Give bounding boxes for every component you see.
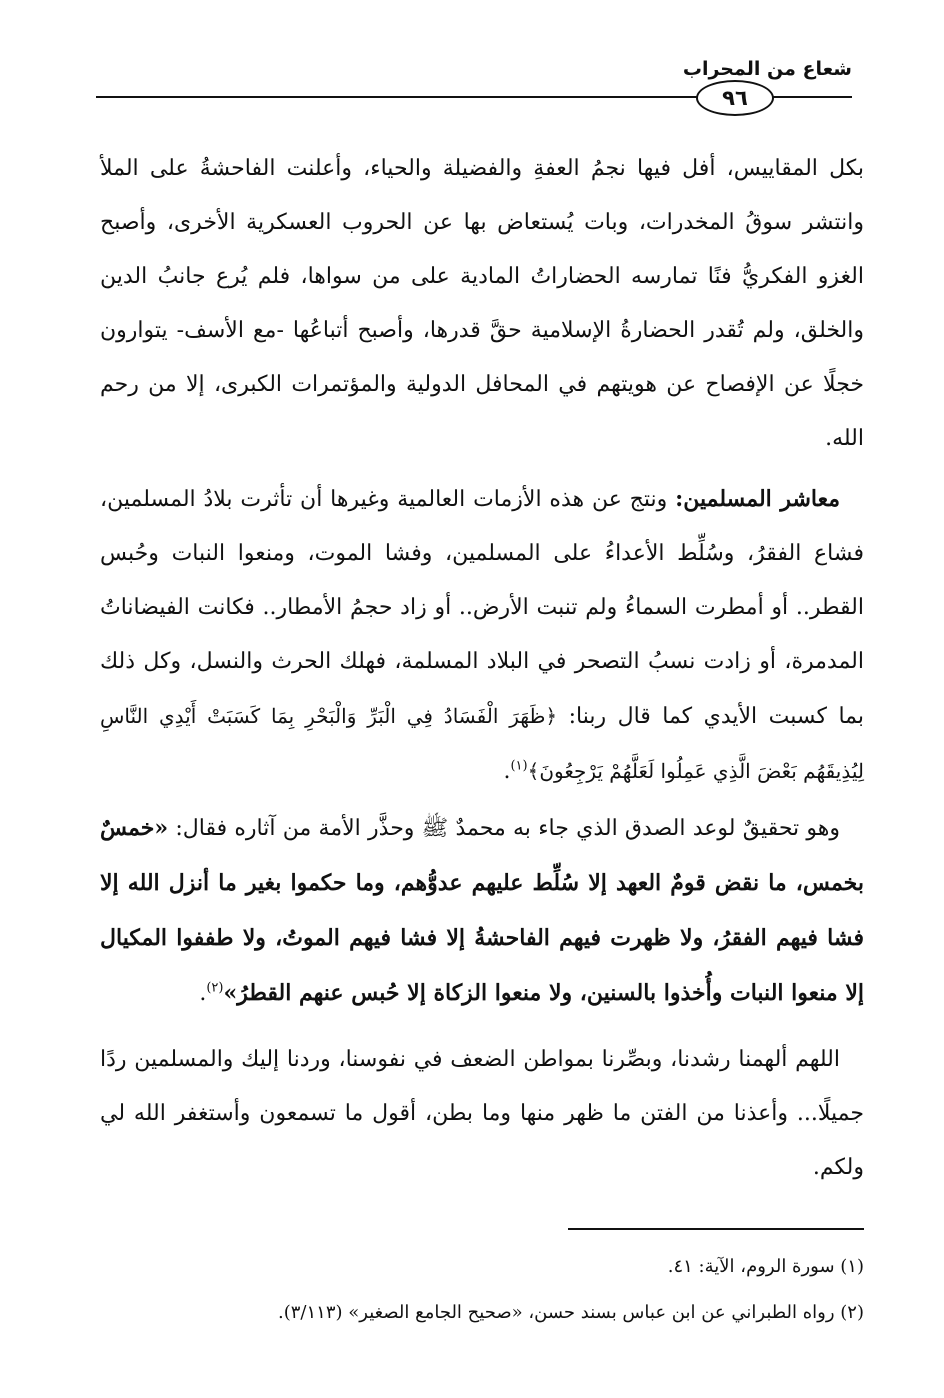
footnote-ref-1: (١): [510, 758, 528, 774]
paragraph-3-end: .: [199, 981, 207, 1006]
footnote-2: (٢) رواه الطبراني عن ابن عباس بسند حسن، «صحيح الجامع الصغير» (٣/١١٣).: [278, 1302, 864, 1323]
hadith-quote: «خمسٌ بخمس، ما نقض قومٌ العهد إلا سُلِّط عليهم عدوُّهم، وما حكموا بغير ما أنزل الله إلا فشا فيهم الفقرُ، ولا ظهرت فيهم الفاحشةُ إلا فشا فيهم الموتُ، ولا طففوا المكيال إلا منعوا النبات وأُخذوا بالسنين، ولا منعوا الزكاة إلا حُبس عنهم القطرُ»: [100, 815, 864, 1006]
page-header: [96, 52, 852, 122]
paragraph-2-text: ونتج عن هذه الأزمات العالمية وغيرها أن تأثرت بلادُ المسلمين، فشاع الفقرُ، وسُلِّط الأعداءُ على المسلمين، وفشا الموت، ومنعوا النبات وحُبس القطر.. أو أمطرت السماءُ ولم تنبت الأرض.. أو زاد حجمُ الأمطار.. فكانت الفيضاناتُ المدمرة، أو زادت نسبُ التصحر في البلاد المسلمة، فهلك الحرث والنسل، وكل ذلك بما كسبت الأيدي كما قال ربنا:: [100, 487, 864, 729]
body-text: [100, 142, 864, 1195]
footnote-1: (١) سورة الروم، الآية: ٤١.: [667, 1256, 864, 1277]
footnotes: [100, 1244, 864, 1336]
paragraph-2-end: .: [503, 759, 511, 784]
paragraph-2-lead: معاشر المسلمين:: [675, 486, 840, 512]
page-number-oval: ٩٦: [696, 80, 774, 116]
running-title: شعاع من المحراب: [682, 58, 852, 80]
paragraph-4: اللهم ألهمنا رشدنا، وبصِّرنا بمواطن الضعف في نفوسنا، وردنا إليك والمسلمين ردًا جميلًا... وأعذنا من الفتن ما ظهر منها وما بطن، أقول ما تسمعون وأستغفر الله لي ولكم.: [100, 1047, 864, 1180]
quran-verse: ﴿ظَهَرَ الْفَسَادُ فِي الْبَرِّ وَالْبَحْرِ بِمَا كَسَبَتْ أَيْدِي النَّاسِ لِيُذِيقَهُم بَعْضَ الَّذِي عَمِلُوا لَعَلَّهُمْ يَرْجِعُونَ﴾: [100, 704, 864, 783]
paragraph-3: [100, 801, 864, 1021]
paragraph-1: بكل المقاييس، أفل فيها نجمُ العفةِ والفضيلة والحياء، وأعلنت الفاحشةُ على الملأ وانتشر سوقُ المخدرات، وبات يُستعاض بها عن الحروب العسكرية الأخرى، وأصبح الغزو الفكريُّ فنًا تمارسه الحضاراتُ المادية على من سواها، فلم يُرع جانبُ الدين والخلق، ولم تُقدر الحضارةُ الإسلامية حقَّ قدرها، وأصبح أتباعُها -مع الأسف- يتوارون خجلًا عن الإفصاح عن هويتهم في المحافل الدولية والمؤتمرات الكبرى، إلا من رحم الله.: [100, 156, 864, 451]
paragraph-3-text: وهو تحقيقٌ لوعد الصدق الذي جاء به محمدٌ ﷺ وحذَّر الأمة من آثاره فقال:: [168, 816, 840, 841]
footnote-rule: [568, 1228, 864, 1230]
footnote-ref-2: (٢): [206, 980, 224, 996]
paragraph-2: [100, 472, 864, 799]
